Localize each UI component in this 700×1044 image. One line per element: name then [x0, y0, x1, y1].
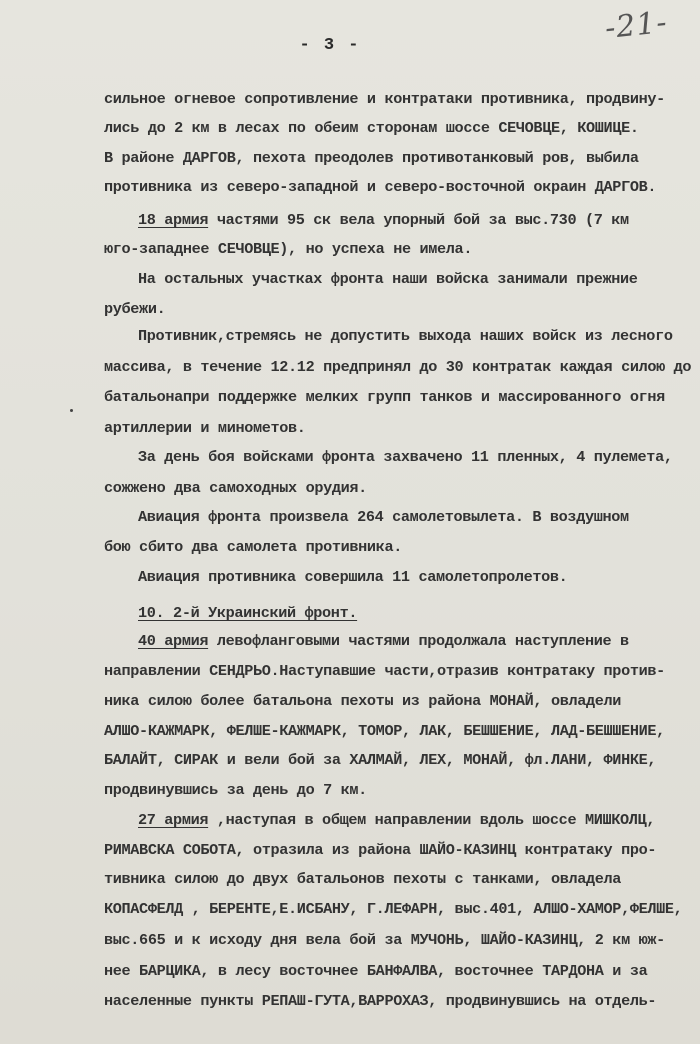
ink-dot	[70, 409, 73, 412]
text-line: За день боя войсками фронта захвачено 11 пленных, 4 пулемета,	[138, 448, 673, 466]
front-heading: 10. 2-й Украинский фронт.	[138, 604, 358, 622]
text-line: выс.665 и к исходу дня вела бой за МУЧОНЬ, ШАЙО-КАЗИНЦ, 2 км юж-	[104, 931, 665, 949]
text-line: На остальных участках фронта наши войска занимали прежние	[138, 270, 638, 288]
text-line: 27 армия ,наступая в общем направлении вдоль шоссе МИШКОЛЦ,	[138, 811, 656, 829]
text-line: 18 армия частями 95 ск вела упорный бой за выс.730 (7 км	[138, 211, 629, 229]
text-line	[138, 604, 357, 622]
text-line: КОПАСФЕЛД , БЕРЕНТЕ,Е.ИСБАНУ, Г.ЛЕФАРН, выс.401, АЛШО-ХАМОР,ФЕЛШЕ,	[104, 900, 683, 918]
text-line: лись до 2 км в лесах по обеим сторонам шоссе СЕЧОВЦЕ, КОШИЦЕ.	[104, 119, 639, 137]
text-line: В районе ДАРГОВ, пехота преодолев противотанковый ров, выбила	[104, 149, 639, 167]
text-line: АЛШО-КАЖМАРК, ФЕЛШЕ-КАЖМАРК, ТОМОР, ЛАК, БЕШШЕНИЕ, ЛАД-БЕШШЕНИЕ,	[104, 722, 665, 740]
army-heading: 18 армия	[138, 211, 209, 229]
text-line: юго-западнее СЕЧОВЦЕ), но успеха не имела.	[104, 240, 473, 258]
text-line: БАЛАЙТ, СИРАК и вели бой за ХАЛМАЙ, ЛЕХ, МОНАЙ, фл.ЛАНИ, ФИНКЕ,	[104, 751, 657, 769]
text-line: Авиация противника совершила 11 самолетопролетов.	[138, 568, 568, 586]
text-line: бою сбито два самолета противника.	[104, 538, 402, 556]
archive-number: -21-	[603, 4, 670, 47]
army-heading: 27 армия	[138, 811, 209, 829]
text-line: Авиация фронта произвела 264 самолетовылета. В воздушном	[138, 508, 629, 526]
text-line: артиллерии и минометов.	[104, 419, 306, 437]
text-line: сожжено два самоходных орудия.	[104, 479, 367, 497]
text-line: направлении СЕНДРЬО.Наступавшие части,отразив контратаку против-	[104, 662, 665, 680]
text-line: сильное огневое сопротивление и контратаки противника, продвину-	[104, 90, 665, 108]
page-number: - 3 -	[299, 36, 361, 55]
text-line: Противник,стремясь не допустить выхода наших войск из лесного	[138, 327, 673, 345]
text-line: противника из северо-западной и северо-восточной окраин ДАРГОВ.	[104, 178, 657, 196]
army-heading: 40 армия	[138, 632, 209, 650]
text-line: рубежи.	[104, 300, 166, 318]
text-line: продвинувшись за день до 7 км.	[104, 781, 367, 799]
text-line: нее БАРЦИКА, в лесу восточнее БАНФАЛВА, восточнее ТАРДОНА и за	[104, 962, 648, 980]
text-line: населенные пункты РЕПАШ-ГУТА,ВАРРОХАЗ, продвинувшись на отдель-	[104, 992, 657, 1010]
text-line: массива, в течение 12.12 предпринял до 30 контратак каждая силою до	[104, 358, 692, 376]
text-line: ника силою более батальона пехоты из района МОНАЙ, овладели	[104, 692, 622, 710]
text-line: 40 армия левофланговыми частями продолжала наступление в	[138, 632, 629, 650]
text-line: РИМАВСКА СОБОТА, отразила из района ШАЙО-КАЗИНЦ контратаку про-	[104, 841, 657, 859]
text-line: батальонапри поддержке мелких групп танков и массированного огня	[104, 388, 665, 406]
text-line: тивника силою до двух батальонов пехоты с танками, овладела	[104, 870, 622, 888]
